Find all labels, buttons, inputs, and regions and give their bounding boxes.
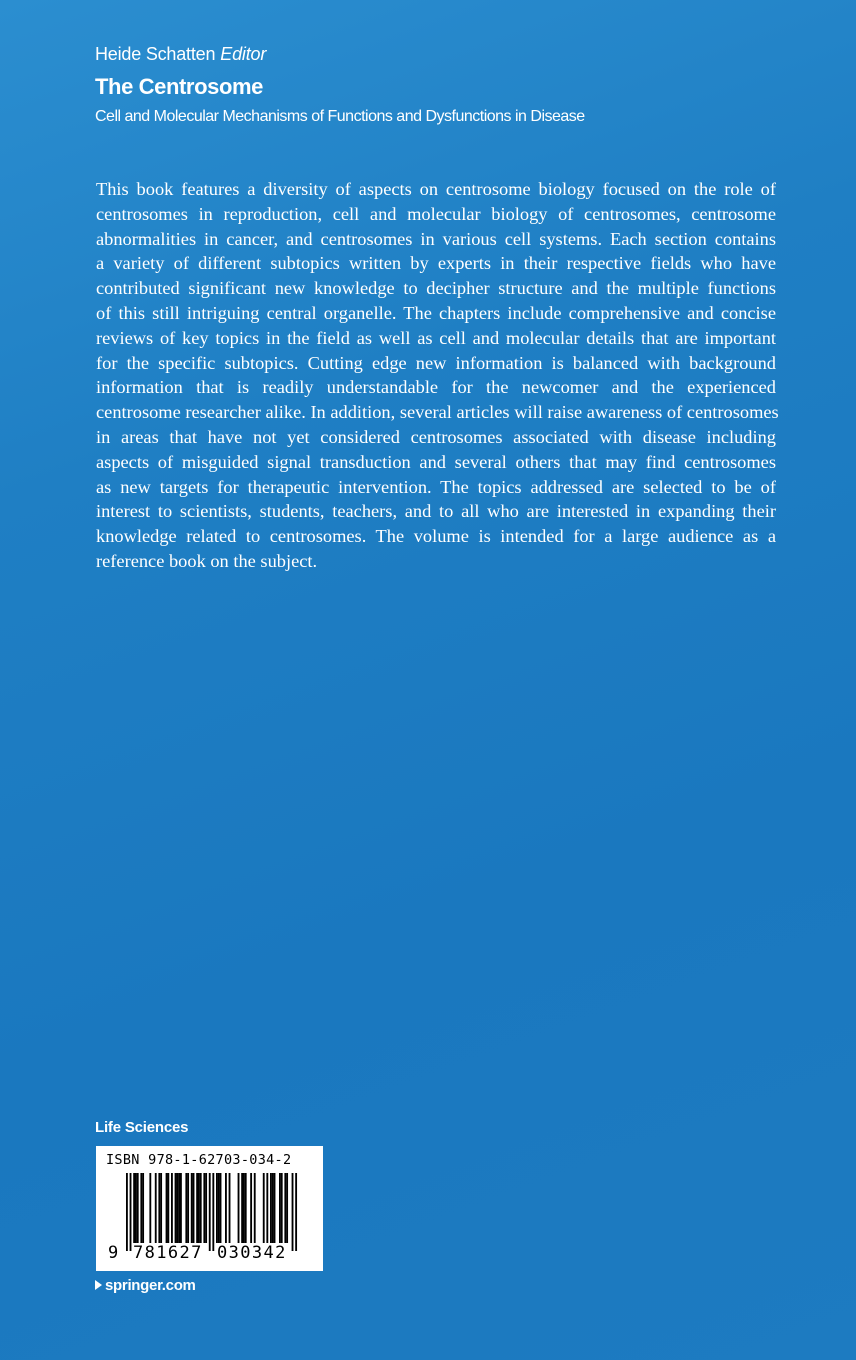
barcode-bar: [135, 1173, 137, 1243]
barcode-bar: [241, 1173, 243, 1243]
arrow-right-icon: [95, 1280, 102, 1290]
barcode-bar: [205, 1173, 207, 1243]
barcode-bar: [274, 1173, 276, 1243]
barcode-bar: [279, 1173, 281, 1243]
barcode-bar: [160, 1173, 162, 1243]
barcode-bar: [176, 1173, 178, 1243]
barcode-bar: [200, 1173, 202, 1243]
description-line: interest to scientists, students, teachers, and to all who are interested in expanding their: [96, 501, 776, 522]
description-line: in areas that have not yet considered centrosomes associated with disease including: [96, 426, 776, 447]
description-line: centrosomes in reproduction, cell and molecular biology of centrosomes, centrosome: [96, 203, 776, 224]
barcode-bar: [178, 1173, 180, 1243]
book-subtitle: Cell and Molecular Mechanisms of Functions and Dysfunctions in Disease: [95, 108, 585, 125]
barcode-bar: [130, 1173, 132, 1251]
barcode-bar: [196, 1173, 198, 1243]
barcode-bar: [225, 1173, 227, 1243]
barcode-bar: [245, 1173, 247, 1243]
barcode-first-digit: 9: [108, 1243, 119, 1263]
barcode-bar: [266, 1173, 268, 1243]
barcode-bar: [243, 1173, 245, 1243]
barcode-bar: [292, 1173, 294, 1251]
barcode-bar: [140, 1173, 142, 1243]
publisher-url: springer.com: [105, 1277, 196, 1294]
description-line: as new targets for therapeutic intervention. The topics addressed are selected to be of: [96, 476, 776, 497]
barcode-bar: [187, 1173, 189, 1243]
description-line: a variety of different subtopics written by experts in their respective fields who have: [96, 253, 776, 274]
barcode-bar: [218, 1173, 220, 1243]
book-description: [96, 177, 779, 574]
barcode-bar: [238, 1173, 240, 1243]
barcode-bar: [149, 1173, 151, 1243]
barcode-bar: [250, 1173, 252, 1243]
barcode-bar: [191, 1173, 193, 1243]
description-line: abnormalities in cancer, and centrosomes in various cell systems. Each section contains: [96, 228, 776, 249]
barcode-bar: [281, 1173, 283, 1243]
barcode-bar: [263, 1173, 265, 1243]
barcode-bar: [133, 1173, 135, 1243]
barcode-bar: [166, 1173, 168, 1243]
description-line: reviews of key topics in the field as well as cell and molecular details that are important: [96, 327, 776, 348]
barcode-bar: [295, 1173, 297, 1251]
barcode-bar: [167, 1173, 169, 1243]
description-line: information that is readily understandable for the newcomer and the experienced: [96, 377, 776, 398]
barcode-bar: [193, 1173, 195, 1243]
barcode-bar: [137, 1173, 139, 1243]
barcode-bar: [220, 1173, 222, 1243]
description-line: reference book on the subject.: [96, 550, 318, 571]
barcode-bar: [270, 1173, 272, 1243]
barcode-bar: [158, 1173, 160, 1243]
barcode-bar: [229, 1173, 231, 1243]
barcode-bar: [142, 1173, 144, 1243]
barcode-left-digits: 781627: [133, 1243, 203, 1263]
barcode-bar: [203, 1173, 205, 1243]
editor-role: Editor: [220, 44, 267, 64]
barcode-bars: [96, 1146, 323, 1271]
barcode-bar: [126, 1173, 128, 1251]
barcode-bar: [212, 1173, 214, 1251]
barcode-bar: [286, 1173, 288, 1243]
editor-name: Heide Schatten: [95, 44, 216, 64]
book-title: The Centrosome: [95, 74, 263, 99]
description-line: This book features a diversity of aspects on centrosome biology focused on the role of: [96, 179, 776, 199]
barcode-bar: [254, 1173, 256, 1243]
barcode-bar: [272, 1173, 274, 1243]
barcode-right-digits: 030342: [217, 1243, 287, 1263]
publisher-link[interactable]: [95, 1277, 196, 1294]
description-line: aspects of misguided signal transduction and several others that may find centrosomes: [96, 451, 776, 472]
barcode-bar: [216, 1173, 218, 1243]
barcode-bar: [198, 1173, 200, 1243]
barcode-bar: [171, 1173, 173, 1243]
barcode-bar: [175, 1173, 177, 1243]
isbn-barcode: [96, 1146, 323, 1271]
description-line: knowledge related to centrosomes. The volume is intended for a large audience as a: [96, 526, 776, 547]
subject-category: Life Sciences: [95, 1119, 189, 1136]
editor-credit: [95, 44, 266, 65]
barcode-bar: [185, 1173, 187, 1243]
barcode-bar: [180, 1173, 182, 1243]
description-line: of this still intriguing central organelle. The chapters include comprehensive and concise: [96, 302, 776, 323]
description-line: for the specific subtopics. Cutting edge new information is balanced with background: [96, 352, 776, 373]
description-line: contributed significant new knowledge to decipher structure and the multiple functions: [96, 278, 776, 299]
barcode-bar: [155, 1173, 157, 1243]
description-line: centrosome researcher alike. In addition, several articles will raise awareness of centrosomes: [96, 402, 779, 423]
barcode-bar: [284, 1173, 286, 1243]
barcode-bar: [209, 1173, 211, 1251]
isbn-label: ISBN 978-1-62703-034-2: [106, 1152, 292, 1168]
